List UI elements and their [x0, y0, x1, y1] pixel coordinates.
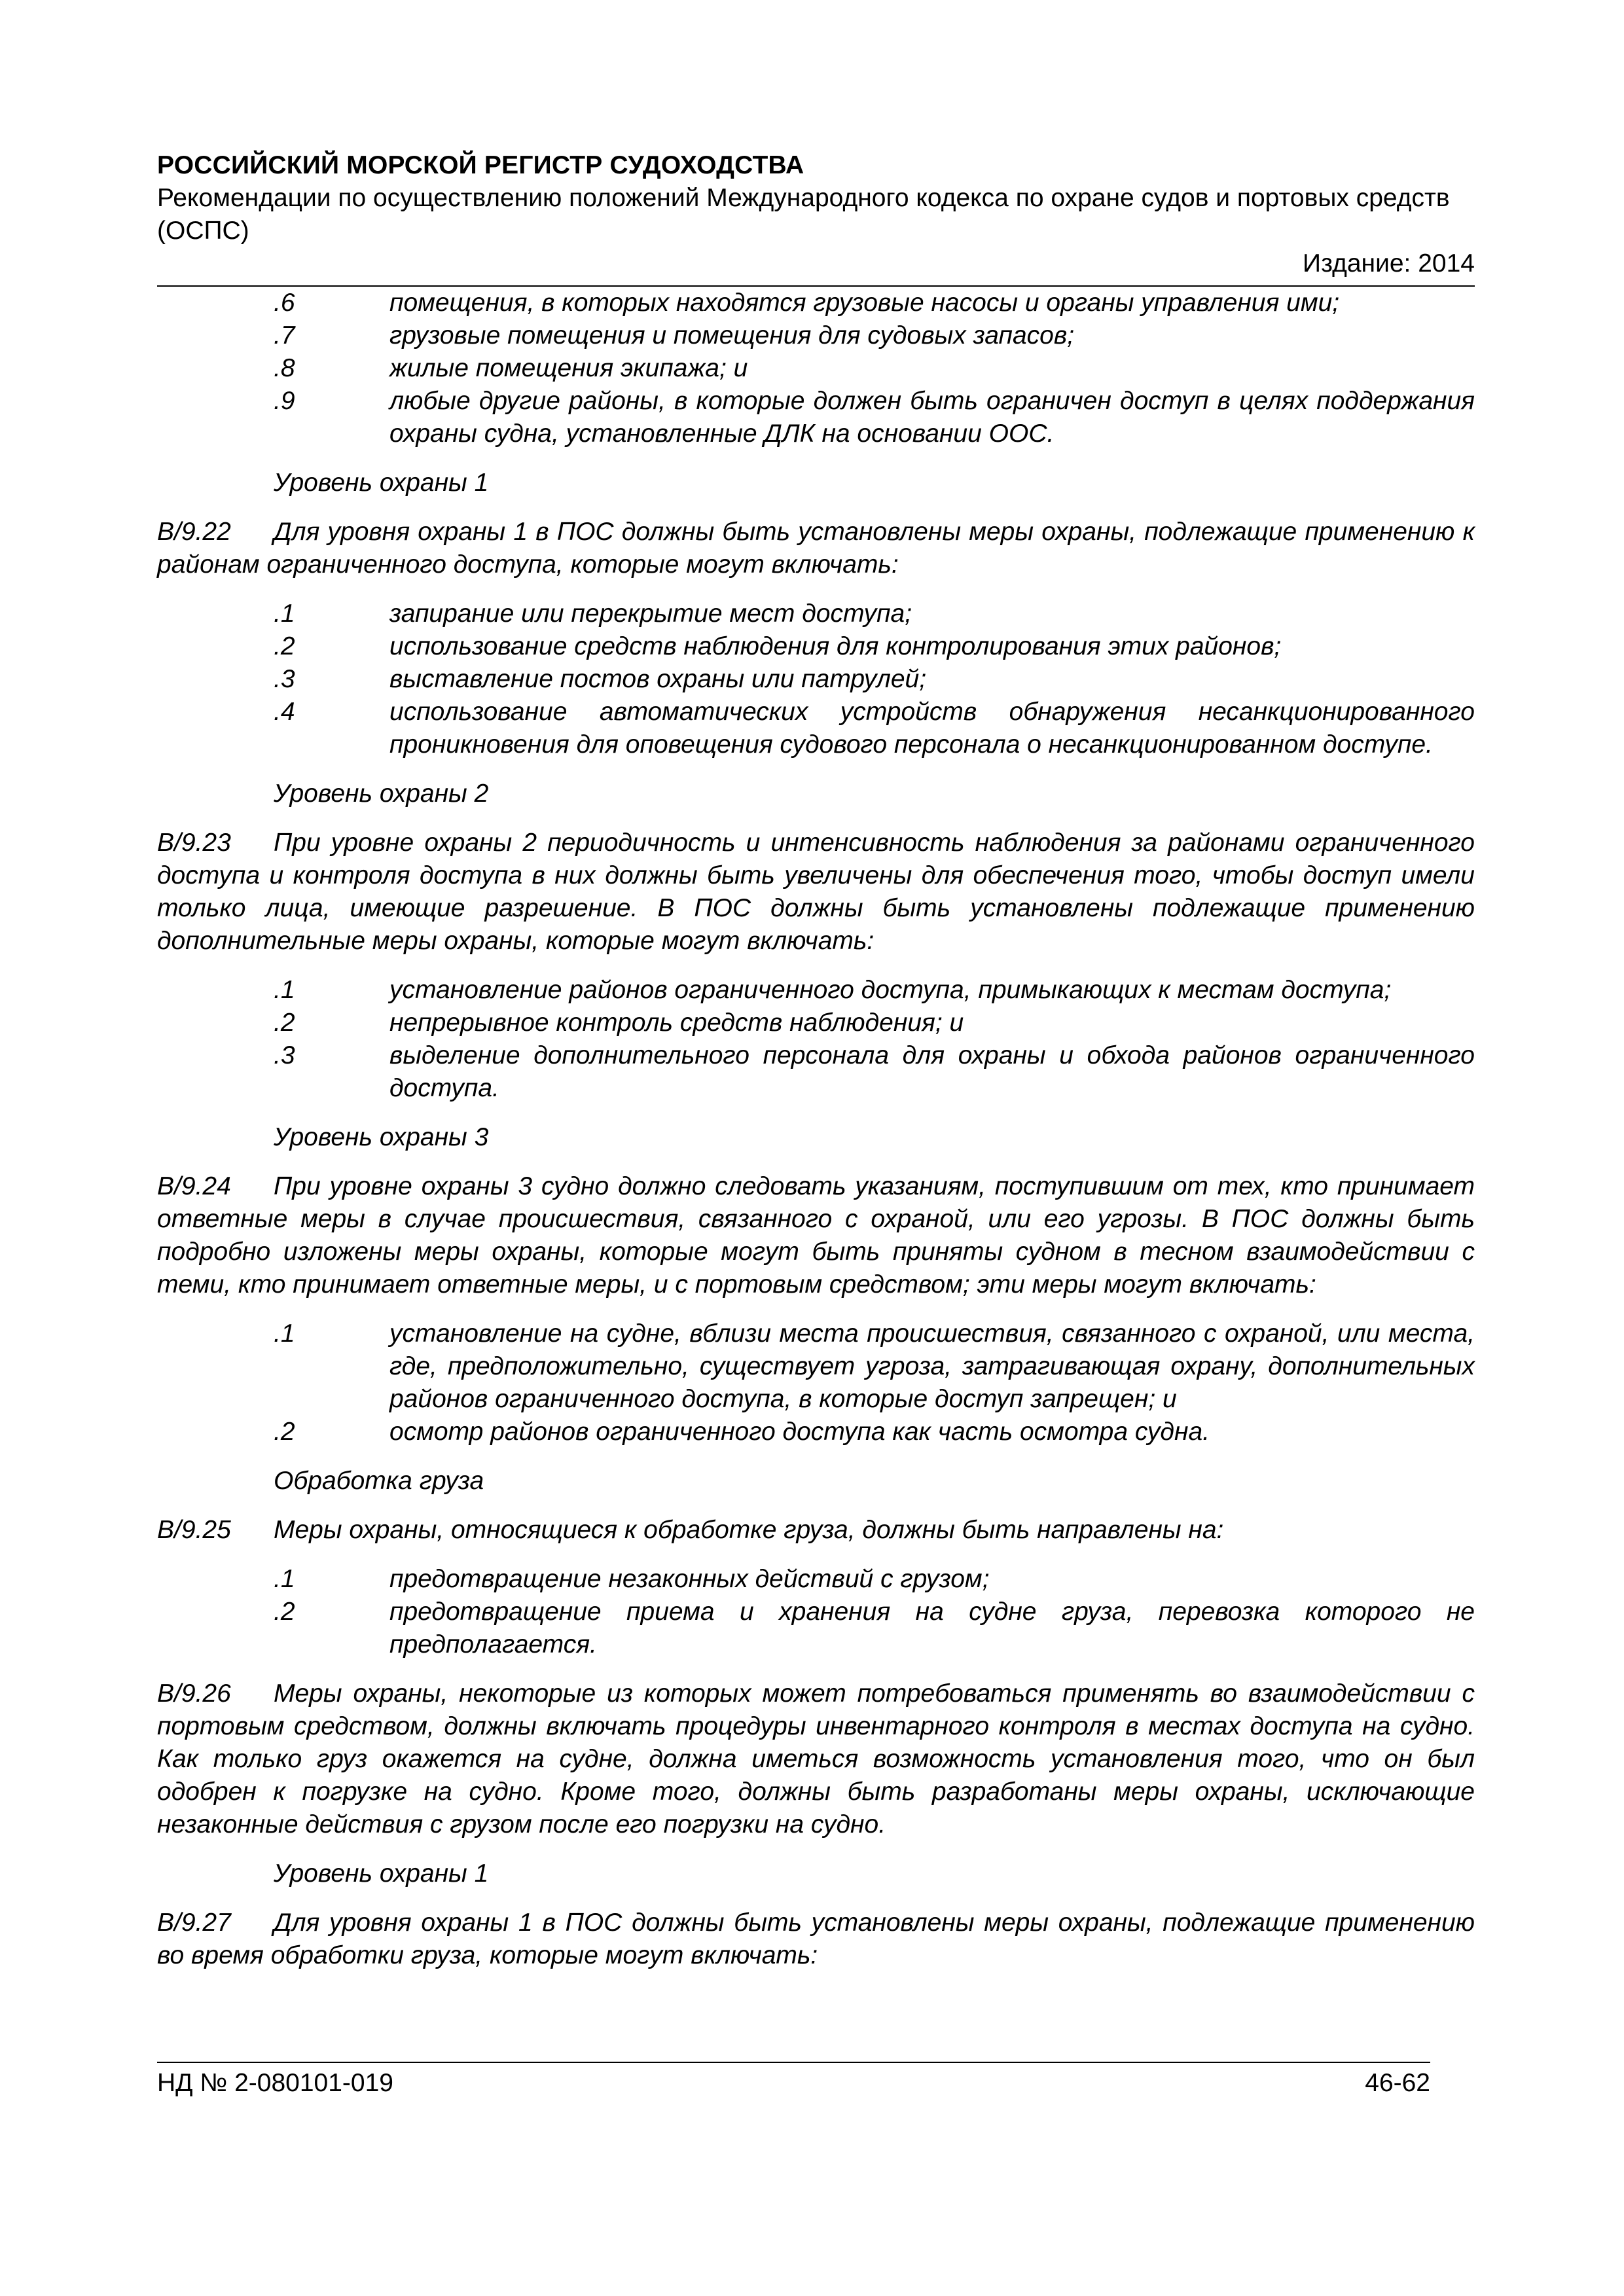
- paragraph-text: Для уровня охраны 1 в ПОС должны быть установлены меры охраны, подлежащие применению во время обработки груза, которые могут включать:: [157, 1909, 1475, 1969]
- document-body: [157, 287, 1475, 1972]
- document-subtitle: Рекомендации по осуществлению положений Международного кодекса по охране судов и портовых средств (ОСПС): [157, 184, 1450, 245]
- list-item-number: .2: [274, 1418, 295, 1446]
- page-number: 46-62: [1365, 2069, 1430, 2097]
- list-item: [157, 696, 1475, 761]
- list-item-text: запирание или перекрытие мест доступа;: [389, 600, 912, 628]
- list-item: [157, 352, 1475, 385]
- list-item-number: .2: [274, 1009, 295, 1037]
- footer-divider: [157, 2062, 1430, 2063]
- paragraph-number: B/9.23: [157, 829, 231, 857]
- paragraph-number: B/9.22: [157, 518, 231, 546]
- list-item-text: помещения, в которых находятся грузовые насосы и органы управления ими;: [389, 289, 1340, 317]
- paragraph-text: При уровне охраны 3 судно должно следовать указаниям, поступившим от тех, кто принимает ответные меры в случае происшествия, связанного с охраной, или его угрозы. В ПОС должны быть подробно изложены меры охраны, которые могут быть приняты судном в тесном взаимодействии с теми, кто принимает ответные меры, и с портовым средством; эти меры могут включать:: [157, 1172, 1475, 1299]
- paragraph-text: При уровне охраны 2 периодичность и интенсивность наблюдения за районами ограниченного доступа и контроля доступа в них должны быть увеличены для обеспечения того, чтобы доступ имели только лица, имеющие разрешение. В ПОС должны быть установлены подлежащие применению дополнительные меры охраны, которые могут включать:: [157, 829, 1475, 955]
- section-subheading: Уровень охраны 2: [274, 780, 489, 808]
- list-item-text: предотвращение незаконных действий с грузом;: [389, 1565, 990, 1593]
- list-item: [157, 1007, 1475, 1039]
- paragraph-number: B/9.25: [157, 1516, 231, 1544]
- section-subheading: Уровень охраны 3: [274, 1123, 489, 1151]
- paragraph-text: Меры охраны, относящиеся к обработке груза, должны быть направлены на:: [274, 1516, 1224, 1544]
- list-item-number: .3: [274, 1041, 295, 1069]
- list-item-number: .2: [274, 632, 295, 660]
- list-item-text: непрерывное контроль средств наблюдения; и: [389, 1009, 964, 1037]
- section-subheading: Уровень охраны 1: [274, 1859, 489, 1888]
- list-item-text: жилые помещения экипажа; и: [389, 354, 748, 382]
- list-item: [157, 1039, 1475, 1105]
- list-item: [157, 385, 1475, 450]
- paragraph-text: Для уровня охраны 1 в ПОС должны быть установлены меры охраны, подлежащие применению к районам ограниченного доступа, которые могут включать:: [157, 518, 1475, 579]
- list-item: [157, 1416, 1475, 1448]
- list-item-text: установление районов ограниченного доступа, примыкающих к местам доступа;: [389, 976, 1392, 1004]
- list-item-number: .6: [274, 289, 295, 317]
- list-item-text: выставление постов охраны или патрулей;: [389, 665, 927, 693]
- paragraph-b9-24: [157, 1170, 1475, 1301]
- list-item: [157, 974, 1475, 1007]
- list-item-text: предотвращение приема и хранения на судне груза, перевозка которого не предполагается.: [389, 1598, 1475, 1659]
- list-item-number: .1: [274, 1319, 295, 1348]
- list-item: [157, 663, 1475, 696]
- list-item-number: .1: [274, 600, 295, 628]
- paragraph-b9-27: [157, 1907, 1475, 1972]
- list-item-number: .4: [274, 698, 295, 726]
- list-item-text: грузовые помещения и помещения для судовых запасов;: [389, 321, 1075, 350]
- paragraph-number: B/9.26: [157, 1679, 231, 1708]
- list-item-number: .1: [274, 976, 295, 1004]
- organization-title: РОССИЙСКИЙ МОРСКОЙ РЕГИСТР СУДОХОДСТВА: [157, 151, 804, 179]
- list-item: [157, 319, 1475, 352]
- edition-label: Издание: 2014: [1303, 249, 1475, 278]
- paragraph-text: Меры охраны, некоторые из которых может потребоваться применять во взаимодействии с портовым средством, должны включать процедуры инвентарного контроля в местах доступа на судно. Как только груз окажется на судне, должна иметься возможность установления того, что он был одобрен к погрузке на судно. Кроме того, должны быть разработаны меры охраны, исключающие незаконные действия с грузом после его погрузки на судно.: [157, 1679, 1475, 1839]
- paragraph-number: B/9.24: [157, 1172, 231, 1200]
- list-item: [157, 1596, 1475, 1661]
- paragraph-b9-23: [157, 827, 1475, 958]
- list-item-number: .1: [274, 1565, 295, 1593]
- section-subheading: Обработка груза: [274, 1467, 484, 1495]
- list-item-text: использование автоматических устройств обнаружения несанкционированного проникновения для оповещения судового персонала о несанкционированном доступе.: [389, 698, 1475, 759]
- list-item-text: выделение дополнительного персонала для охраны и обхода районов ограниченного доступа.: [389, 1041, 1475, 1102]
- list-item: [157, 1563, 1475, 1596]
- list-item-number: .8: [274, 354, 295, 382]
- list-item-number: .2: [274, 1598, 295, 1626]
- paragraph-b9-26: [157, 1677, 1475, 1841]
- section-subheading: Уровень охраны 1: [274, 469, 489, 497]
- paragraph-b9-22: [157, 516, 1475, 581]
- paragraph-number: B/9.27: [157, 1909, 231, 1937]
- list-item-number: .9: [274, 387, 295, 415]
- page-header: [157, 149, 1475, 278]
- document-number: НД № 2-080101-019: [157, 2069, 393, 2097]
- list-item-number: .7: [274, 321, 295, 350]
- list-item: [157, 630, 1475, 663]
- list-item-text: использование средств наблюдения для контролирования этих районов;: [389, 632, 1282, 660]
- list-item-text: осмотр районов ограниченного доступа как часть осмотра судна.: [389, 1418, 1210, 1446]
- list-item-text: любые другие районы, в которые должен быть ограничен доступ в целях поддержания охраны судна, установленные ДЛК на основании ООС.: [389, 387, 1475, 448]
- list-item: [157, 1318, 1475, 1416]
- list-item: [157, 287, 1475, 319]
- list-item-number: .3: [274, 665, 295, 693]
- list-item-text: установление на судне, вблизи места происшествия, связанного с охраной, или места, где, предположительно, существует угроза, затрагивающая охрану, дополнительных районов ограниченного доступа, в которые доступ запрещен; и: [389, 1319, 1475, 1413]
- list-item: [157, 598, 1475, 630]
- paragraph-b9-25: [157, 1514, 1475, 1547]
